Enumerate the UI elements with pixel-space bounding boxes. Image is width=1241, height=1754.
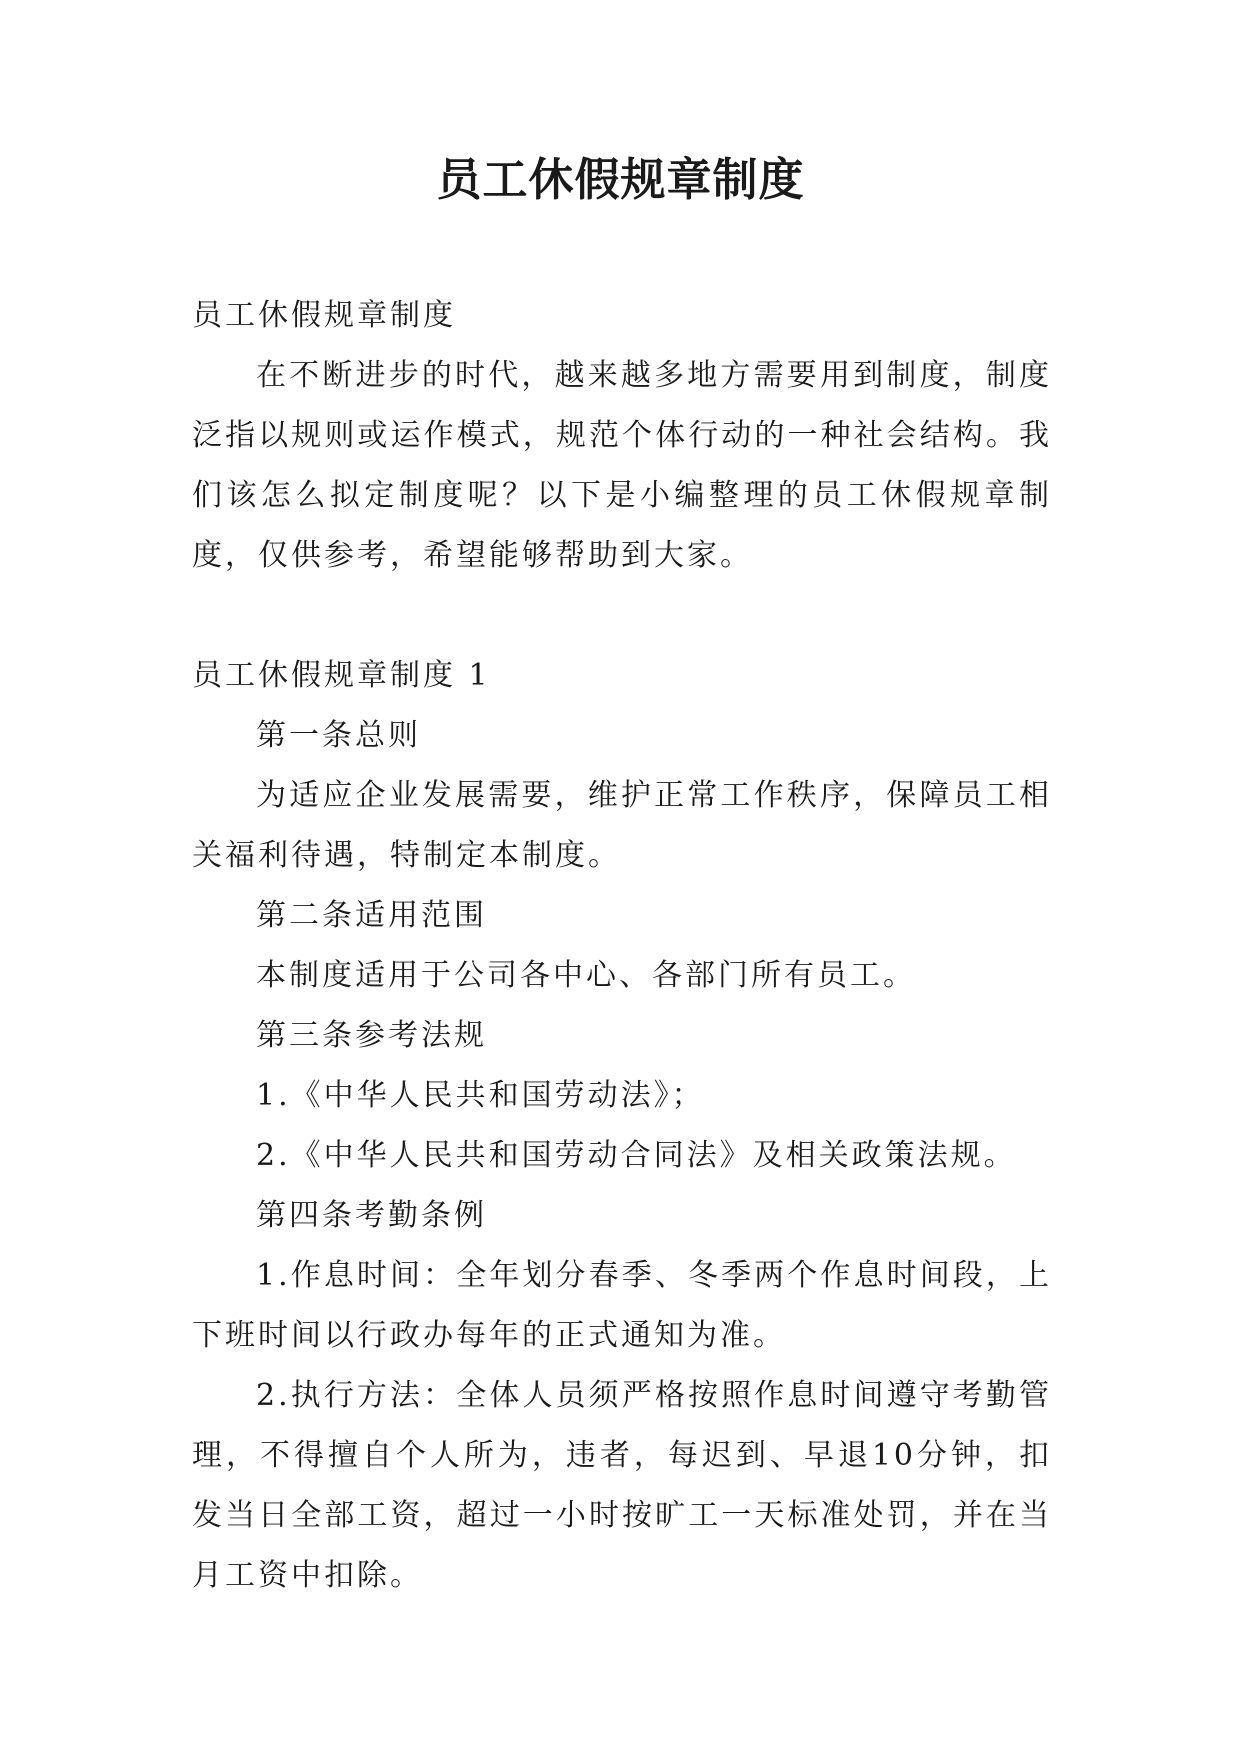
article-3-title: 第三条参考法规 xyxy=(256,1018,487,1053)
article-1-title: 第一条总则 xyxy=(256,718,421,753)
section-spacer xyxy=(192,586,1052,646)
article-3-item-2: 2.《中华人民共和国劳动合同法》及相关政策法规。 xyxy=(256,1138,1017,1173)
document-title: 员工休假规章制度 xyxy=(436,153,805,206)
article-2-title: 第二条适用范围 xyxy=(256,898,487,933)
article-4-item-2: 2.执行方法：全体人员须严格按照作息时间遵守考勤管理，不得擅自个人所为，违者，每迟到、早退10分钟，扣发当日全部工资，超过一小时按旷工一天标准处罚，并在当月工资中扣除。 xyxy=(192,1378,1052,1593)
document-body xyxy=(192,286,1052,1606)
section-heading: 员工休假规章制度 1 xyxy=(192,658,491,693)
article-4-title: 第四条考勤条例 xyxy=(256,1198,487,1233)
article-3-item-1: 1.《中华人民共和国劳动法》； xyxy=(256,1078,705,1113)
article-4-item-1: 1.作息时间：全年划分春季、冬季两个作息时间段，上下班时间以行政办每年的正式通知为准。 xyxy=(192,1258,1052,1353)
article-2-text: 本制度适用于公司各中心、各部门所有员工。 xyxy=(256,958,916,993)
article-1-text: 为适应企业发展需要，维护正常工作秩序，保障员工相关福利待遇，特制定本制度。 xyxy=(192,778,1052,873)
intro-paragraph: 在不断进步的时代，越来越多地方需要用到制度，制度泛指以规则或运作模式，规范个体行动的一种社会结构。我们该怎么拟定制度呢？以下是小编整理的员工休假规章制度，仅供参考，希望能够帮助到大家。 xyxy=(192,358,1052,573)
intro-heading: 员工休假规章制度 xyxy=(192,298,456,333)
